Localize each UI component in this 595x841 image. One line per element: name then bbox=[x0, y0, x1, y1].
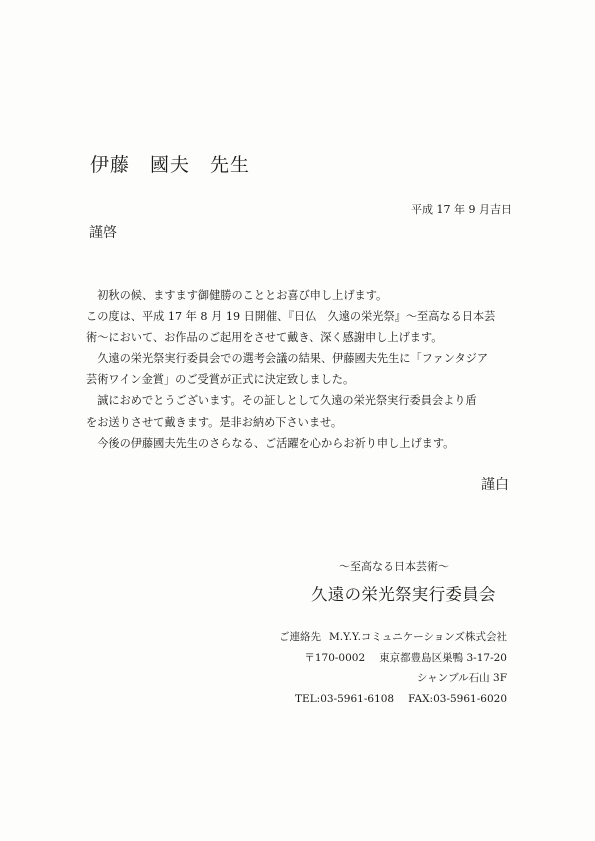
contact-tel: TEL:03-5961-6108 bbox=[295, 692, 395, 705]
salutation: 謹啓 bbox=[89, 225, 117, 241]
contact-phone-row bbox=[279, 689, 507, 710]
sender-committee: 久遠の栄光祭実行委員会 bbox=[311, 585, 496, 604]
body-line: をお送りさせて戴きます。是非お納め下さいませ。 bbox=[86, 415, 343, 429]
body-line: 芸術ワイン金賞」のご受賞が正式に決定致しました。 bbox=[86, 373, 355, 387]
contact-building: シャンブル石山 3F bbox=[416, 672, 507, 685]
letter-body bbox=[86, 285, 516, 454]
letter-date: 平成 17 年 9 月吉日 bbox=[411, 203, 512, 216]
contact-address: 東京都豊島区巣鴨 3-17-20 bbox=[379, 651, 507, 664]
body-line: 久遠の栄光祭実行委員会での選考会議の結果、伊藤國夫先生に「ファンタジア bbox=[86, 352, 489, 366]
closing: 謹白 bbox=[481, 477, 509, 493]
contact-fax: FAX:03-5961-6020 bbox=[408, 692, 507, 705]
contact-address-row bbox=[279, 648, 507, 669]
body-line: 初秋の候、ますます御健勝のこととお喜び申し上げます。 bbox=[86, 289, 388, 302]
body-line: 誠におめでとうございます。その証しとして久遠の栄光祭実行委員会より盾 bbox=[86, 394, 477, 408]
sender-tagline: ～至高なる日本芸術～ bbox=[339, 560, 449, 573]
body-line: 術～において、お作品のご起用をさせて戴き、深く感謝申し上げます。 bbox=[86, 331, 443, 345]
contact-company: M.Y.Y.コミュニケーションズ株式会社 bbox=[329, 631, 507, 643]
contact-block bbox=[279, 627, 507, 709]
contact-label: ご連絡先 bbox=[279, 631, 322, 643]
recipient-name: 伊藤 國夫 先生 bbox=[90, 154, 251, 176]
body-line: この度は、平成 17 年 8 月 19 日開催、『日仏 久遠の栄光祭』～至高なる日本芸 bbox=[86, 310, 496, 324]
contact-company-row bbox=[279, 627, 507, 648]
body-line: 今後の伊藤國夫先生のさらなる、ご活躍を心からお祈り申し上げます。 bbox=[86, 436, 455, 450]
contact-zip: 〒170-0002 bbox=[304, 651, 366, 664]
